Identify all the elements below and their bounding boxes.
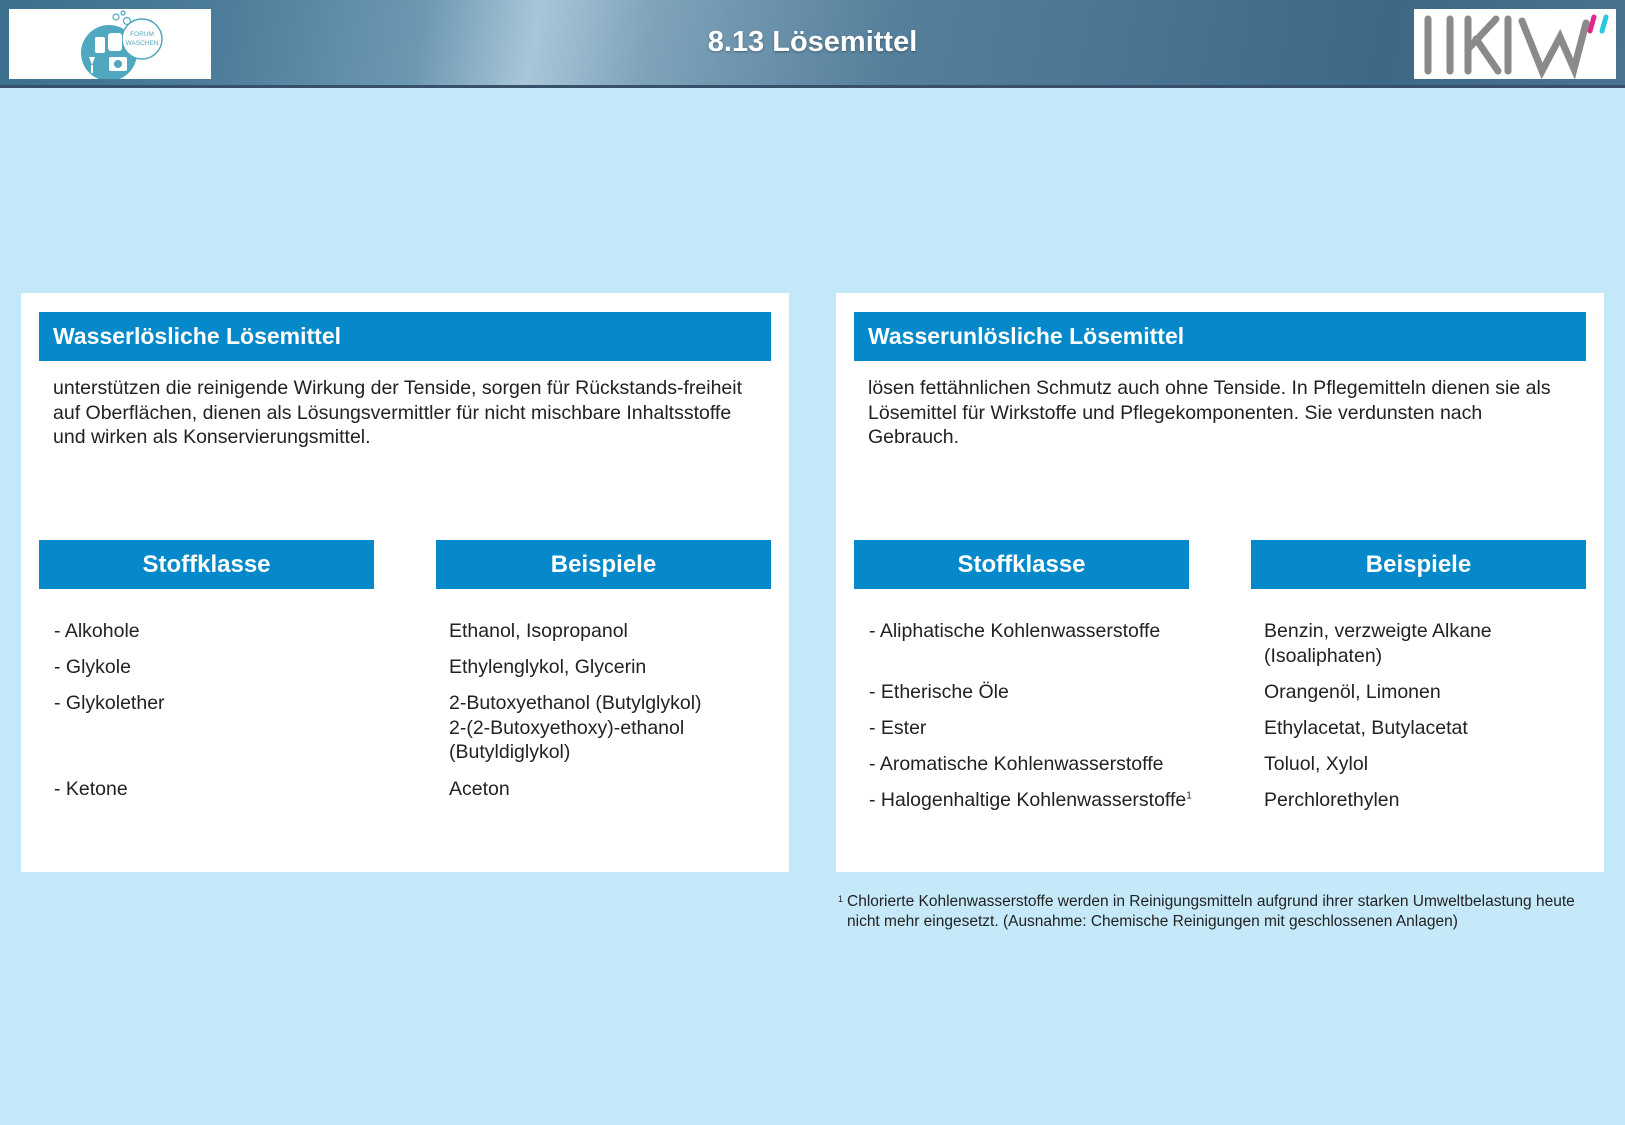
- row-class: - Aliphatische Kohlenwasserstoffe: [869, 620, 1161, 642]
- column-header-stoffklasse: Stoffklasse: [854, 540, 1189, 589]
- column-header-stoffklasse: Stoffklasse: [39, 540, 374, 589]
- example-line: Benzin, verzweigte Alkane: [1264, 620, 1492, 642]
- panel-heading: Wasserunlösliche Lösemittel: [854, 312, 1586, 361]
- logo-word-forum: FORUM: [130, 31, 154, 38]
- row-class: [869, 788, 1229, 813]
- row-class: - Etherische Öle: [869, 681, 1009, 703]
- panel-heading: Wasserlösliche Lösemittel: [39, 312, 771, 361]
- row-examples: [1264, 788, 1584, 813]
- example-line: (Butyldiglykol): [449, 741, 571, 763]
- row-examples: [449, 777, 769, 802]
- example-line: (Isoaliphaten): [1264, 644, 1383, 667]
- example-line: Orangenöl, Limonen: [1264, 681, 1441, 703]
- row-class-text: - Halogenhaltige Kohlenwasserstoffe: [869, 789, 1187, 811]
- panel-water-insoluble: [836, 293, 1604, 872]
- example-line: Ethylenglykol, Glycerin: [449, 656, 647, 678]
- row-class: - Aromatische Kohlenwasserstoffe: [869, 753, 1164, 775]
- page-title: 8.13 Lösemittel: [707, 26, 918, 58]
- logo-word-waschen: WASCHEN: [125, 40, 159, 47]
- column-header-beispiele: Beispiele: [436, 540, 771, 589]
- row-class: - Glykole: [54, 656, 131, 678]
- example-line: 2-(2-Butoxyethoxy)-ethanol: [449, 716, 685, 739]
- row-class: - Alkohole: [54, 620, 140, 642]
- ikw-logo-icon: [1414, 9, 1616, 79]
- row-class: - Glykolether: [54, 692, 165, 714]
- example-line: Perchlorethylen: [1264, 789, 1400, 811]
- header-banner: [0, 0, 1625, 88]
- column-header-beispiele: Beispiele: [1251, 540, 1586, 589]
- footnote-mark: 1: [838, 894, 844, 904]
- example-line: Ethanol, Isopropanol: [449, 620, 628, 642]
- footnote-reference: 1: [1186, 790, 1192, 802]
- panel-description: lösen fettähnlichen Schmutz auch ohne Tenside. In Pflegemitteln dienen sie als Lösemittel für Wirkstoffe und Pflegekomponenten. Sie verdunsten nach Gebrauch.: [868, 377, 1551, 448]
- example-line: 2-Butoxyethanol (Butylglykol): [449, 692, 702, 714]
- ikw-logo: [1414, 9, 1616, 79]
- footnote-text: Chlorierte Kohlenwasserstoffe werden in Reinigungsmitteln aufgrund ihrer starken Umweltbelastung heute nicht mehr eingesetzt. (Ausnahme: Chemische Reinigungen mit geschlossenen Anlagen): [847, 893, 1575, 930]
- panel-water-soluble: [21, 293, 789, 872]
- row-examples: [449, 691, 769, 765]
- example-line: Toluol, Xylol: [1264, 753, 1369, 775]
- example-line: Aceton: [449, 778, 510, 800]
- example-line: Ethylacetat, Butylacetat: [1264, 717, 1468, 739]
- row-class: - Ester: [869, 717, 927, 739]
- row-examples: [1264, 619, 1584, 668]
- row-examples: [449, 655, 769, 680]
- row-examples: [449, 619, 769, 644]
- row-examples: [1264, 680, 1584, 705]
- row-examples: [1264, 752, 1584, 777]
- row-class: - Ketone: [54, 778, 128, 800]
- panel-description: unterstützen die reinigende Wirkung der Tenside, sorgen für Rückstands-freiheit auf Oberflächen, dienen als Lösungsvermittler für nicht mischbare Inhaltsstoffe und wirken als Konservierungsmittel.: [53, 377, 743, 448]
- row-examples: [1264, 716, 1584, 741]
